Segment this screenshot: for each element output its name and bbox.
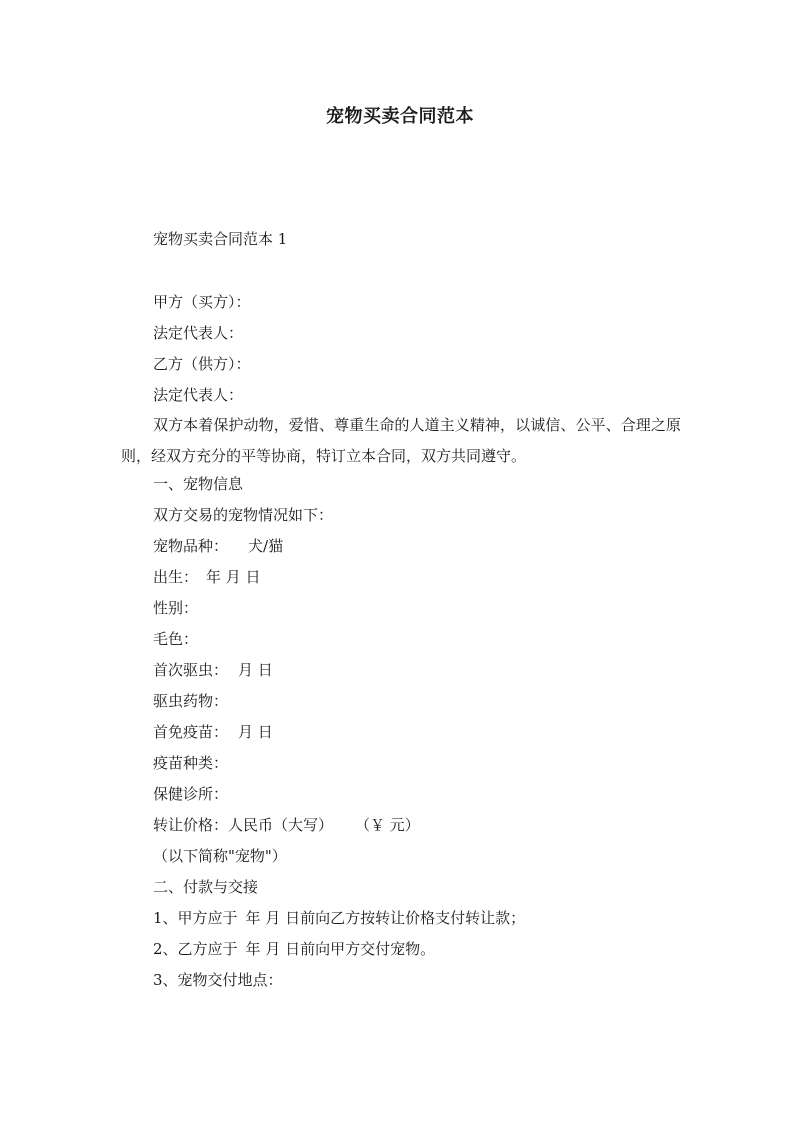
rep-a-line: 法定代表人： [153,324,244,342]
contract-body [121,290,681,999]
birth-label: 出生： [153,568,199,586]
vaccine-type-line: 疫苗种类： [153,754,229,772]
payment-item-1-text: 年 月 日前向乙方按转让价格支付转让款； [245,909,526,927]
payment-item-1 [121,906,681,937]
price-label: 转让价格：人民币（大写） [153,816,334,834]
price-value: （￥ 元） [355,816,420,834]
alias-line: （以下简称"宠物"） [153,847,287,865]
party-a-line: 甲方（买方）： [153,293,251,311]
section2-heading: 二、付款与交接 [153,878,259,896]
color-line: 毛色： [153,630,199,648]
breed-line [121,534,681,565]
clinic-line: 保健诊所： [153,785,229,803]
party-b-line: 乙方（供方）： [153,355,251,373]
deworm-drug-line: 驱虫药物： [153,692,229,710]
payment-item-1-prefix: 1、甲方应于 [153,909,238,927]
birth-line [121,565,681,596]
vaccine-value: 月 日 [238,723,273,741]
breed-value: 犬/猫 [248,537,284,555]
gender-line: 性别： [153,599,199,617]
deworm-line [121,658,681,689]
vaccine-line [121,720,681,751]
vaccine-label: 首免疫苗： [153,723,229,741]
contract-subtitle: 宠物买卖合同范本 1 [153,230,288,248]
payment-item-2 [121,937,681,968]
rep-b-line: 法定代表人： [153,386,244,404]
section1-intro: 双方交易的宠物情况如下： [153,506,334,524]
intro-paragraph: 双方本着保护动物，爱惜、尊重生命的人道主义精神，以诚信、公平、合理之原则，经双方充分的平等协商，特订立本合同，双方共同遵守。 [121,416,681,465]
section1-heading: 一、宠物信息 [153,475,244,493]
price-line [121,813,681,844]
document-title: 宠物买卖合同范本 [326,106,474,127]
payment-item-2-prefix: 2、乙方应于 [153,940,238,958]
deworm-label: 首次驱虫： [153,661,229,679]
payment-item-2-text: 年 月 日前向甲方交付宠物。 [245,940,436,958]
deworm-value: 月 日 [238,661,273,679]
birth-value: 年 月 日 [206,568,261,586]
breed-label: 宠物品种： [153,537,229,555]
payment-item-3: 3、宠物交付地点： [153,971,283,989]
